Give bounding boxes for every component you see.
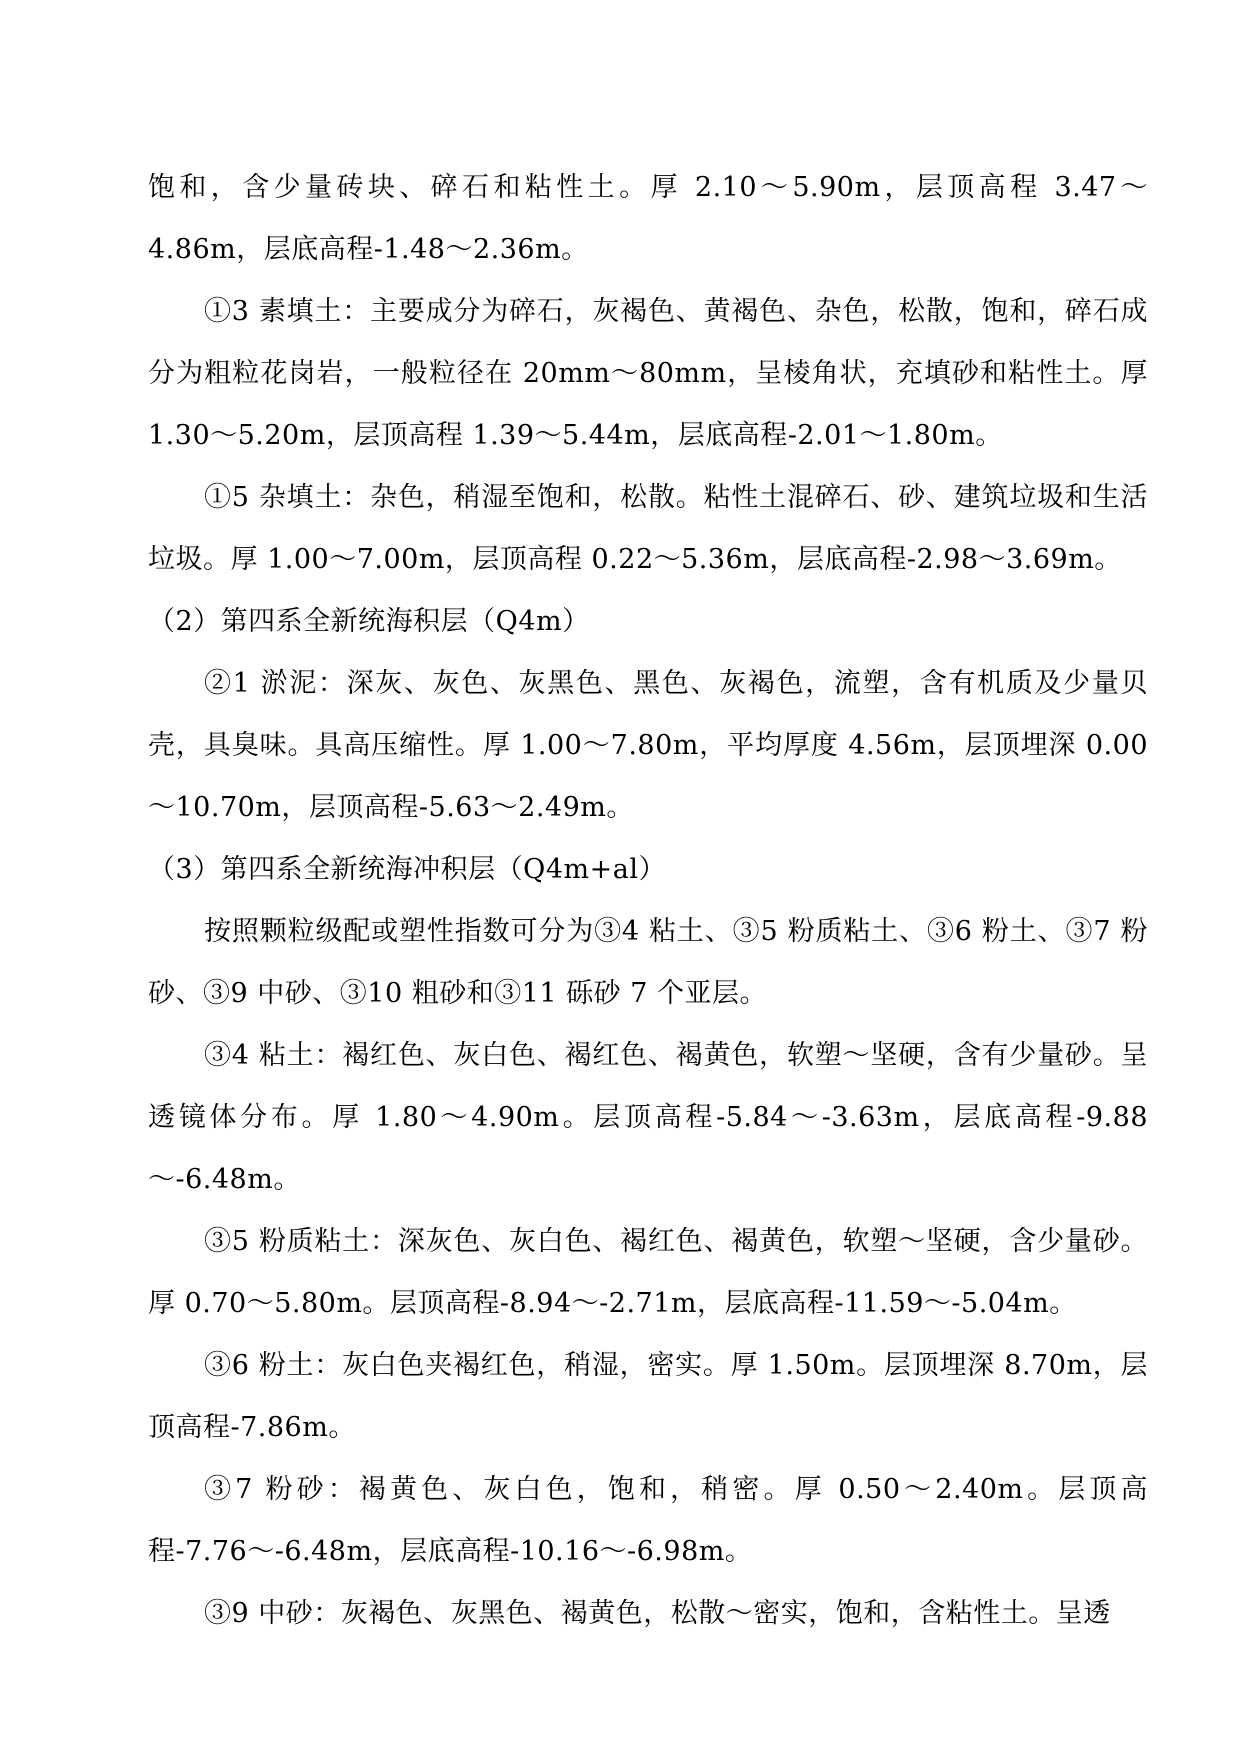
paragraph-silty-clay-layer: ③5 粉质粘土：深灰色、灰白色、褐红色、褐黄色，软塑～坚硬，含少量砂。厚 0.70～5.80m。层顶高程-8.94～-2.71m，层底高程-11.59～-5.04m。 — [148, 1226, 1148, 1319]
paragraph-silt-layer: ②1 淤泥：深灰、灰色、灰黑色、黑色、灰褐色，流塑，含有机质及少量贝壳，具臭味。具高压缩性。厚 1.00～7.80m，平均厚度 4.56m，层顶埋深 0.00～10.70m，层顶高程-5.63～2.49m。 — [148, 668, 1148, 823]
paragraph-clay-layer: ③4 粘土：褐红色、灰白色、褐红色、褐黄色，软塑～坚硬，含有少量砂。呈透镜体分布。厚 1.80～4.90m。层顶高程-5.84～-3.63m，层底高程-9.88～-6.48m。 — [148, 1040, 1148, 1195]
paragraph-medium-sand-layer: ③9 中砂：灰褐色、灰黑色、褐黄色，松散～密实，饱和，含粘性土。呈透 — [204, 1598, 1111, 1629]
paragraph-silt-soil-layer: ③6 粉土：灰白色夹褐红色，稍湿，密实。厚 1.50m。层顶埋深 8.70m，层顶高程-7.86m。 — [148, 1350, 1148, 1443]
paragraph-miscellaneous-fill-layer: ①5 杂填土：杂色，稍湿至饱和，松散。粘性土混碎石、砂、建筑垃圾和生活垃圾。厚 1.00～7.00m，层顶高程 0.22～5.36m，层底高程-2.98～3.69m。 — [148, 482, 1148, 575]
paragraph-sublayer-overview: 按照颗粒级配或塑性指数可分为③4 粘土、③5 粉质粘土、③6 粉土、③7 粉砂、③9 中砂、③10 粗砂和③11 砾砂 7 个亚层。 — [148, 916, 1148, 1009]
paragraph-silty-sand-layer: ③7 粉砂：褐黄色、灰白色，饱和，稍密。厚 0.50～2.40m。层顶高程-7.76～-6.48m，层底高程-10.16～-6.98m。 — [148, 1474, 1148, 1567]
document-body — [148, 157, 1148, 1645]
paragraph-fill-layer-continued: 饱和，含少量砖块、碎石和粘性土。厚 2.10～5.90m，层顶高程 3.47～4.86m，层底高程-1.48～2.36m。 — [148, 172, 1148, 265]
paragraph-plain-fill-layer: ①3 素填土：主要成分为碎石，灰褐色、黄褐色、杂色，松散，饱和，碎石成分为粗粒花岗岩，一般粒径在 20mm～80mm，呈棱角状，充填砂和粘性土。厚 1.30～5.20m，层顶高程 1.39～5.44m，层底高程-2.01～1.80m。 — [148, 296, 1148, 451]
section-heading-marine-deposit: （2）第四系全新统海积层（Q4m） — [148, 606, 590, 637]
section-heading-marine-alluvial-deposit: （3）第四系全新统海冲积层（Q4m+al） — [148, 854, 666, 885]
